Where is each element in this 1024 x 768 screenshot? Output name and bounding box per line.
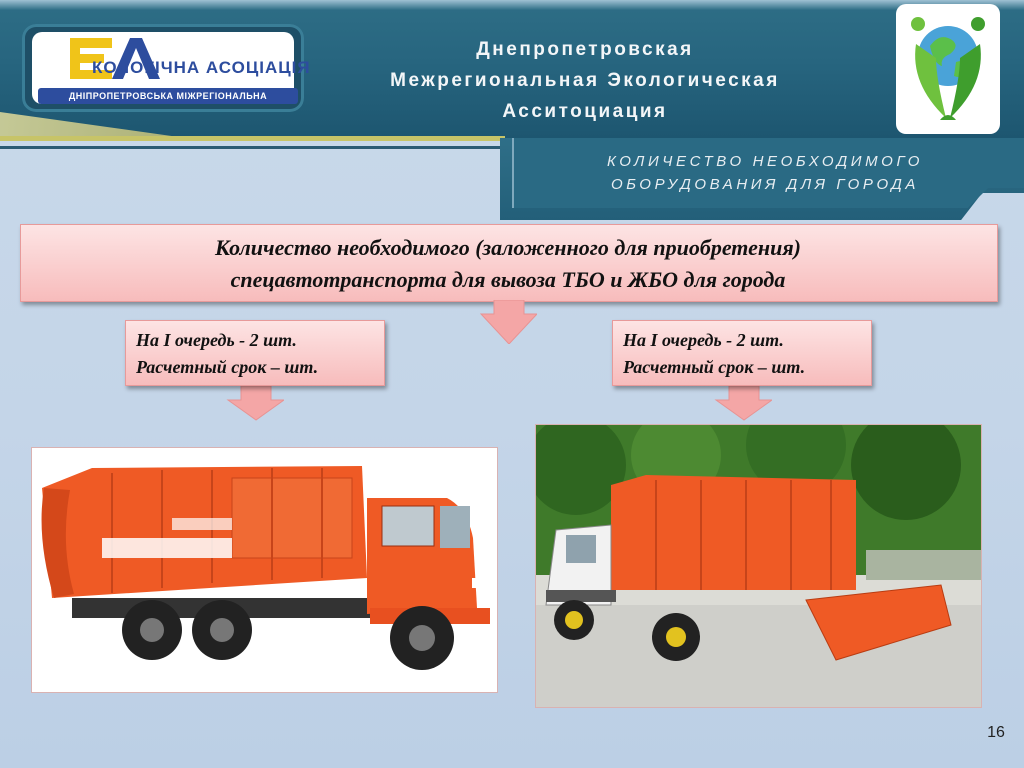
logo-strip: ДНІПРОПЕТРОВСЬКА МІЖРЕГІОНАЛЬНА [38, 88, 298, 104]
subtitle-line2: ОБОРУДОВАНИЯ ДЛЯ ГОРОДА [611, 176, 919, 193]
org-title-line3: Асситоциация [502, 101, 668, 122]
slide-subtitle [540, 150, 990, 196]
org-title-line2: Межрегиональная Экологическая [390, 70, 780, 91]
page-number: 16 [987, 724, 1005, 741]
subtitle-line1: КОЛИЧЕСТВО НЕОБХОДИМОГО [607, 153, 923, 170]
main-text [20, 232, 996, 296]
left-info-box [125, 320, 385, 386]
logo-text: КОЛОГІЧНА АСОЦІАЦІЯ [92, 58, 311, 77]
arrow-down-icon [479, 300, 537, 344]
header-accent-line-dark [0, 146, 505, 149]
header-accent-line [0, 136, 505, 141]
arrow-down-icon [226, 386, 284, 430]
main-text-line2: спецавтотранспорта для вывоза ТБО и ЖБО для города [230, 267, 786, 292]
left-info-line1: На I очередь - 2 шт. [136, 330, 297, 350]
skip-loader-truck-image [536, 425, 981, 707]
organization-title [310, 34, 860, 127]
garbage-truck-photo-right [535, 424, 982, 708]
globe-people-icon [896, 4, 1000, 134]
right-info-box [612, 320, 872, 386]
org-title-line1: Днепропетровская [476, 39, 694, 60]
right-info-line2: Расчетный срок – шт. [623, 357, 806, 377]
left-info-line2: Расчетный срок – шт. [136, 357, 319, 377]
eco-emblem [896, 4, 1000, 134]
main-text-line1: Количество необходимого (заложенного для приобретения) [214, 235, 801, 260]
right-info-line1: На I очередь - 2 шт. [623, 330, 784, 350]
rear-loader-truck-image [32, 448, 497, 692]
garbage-truck-photo-left [31, 447, 498, 693]
